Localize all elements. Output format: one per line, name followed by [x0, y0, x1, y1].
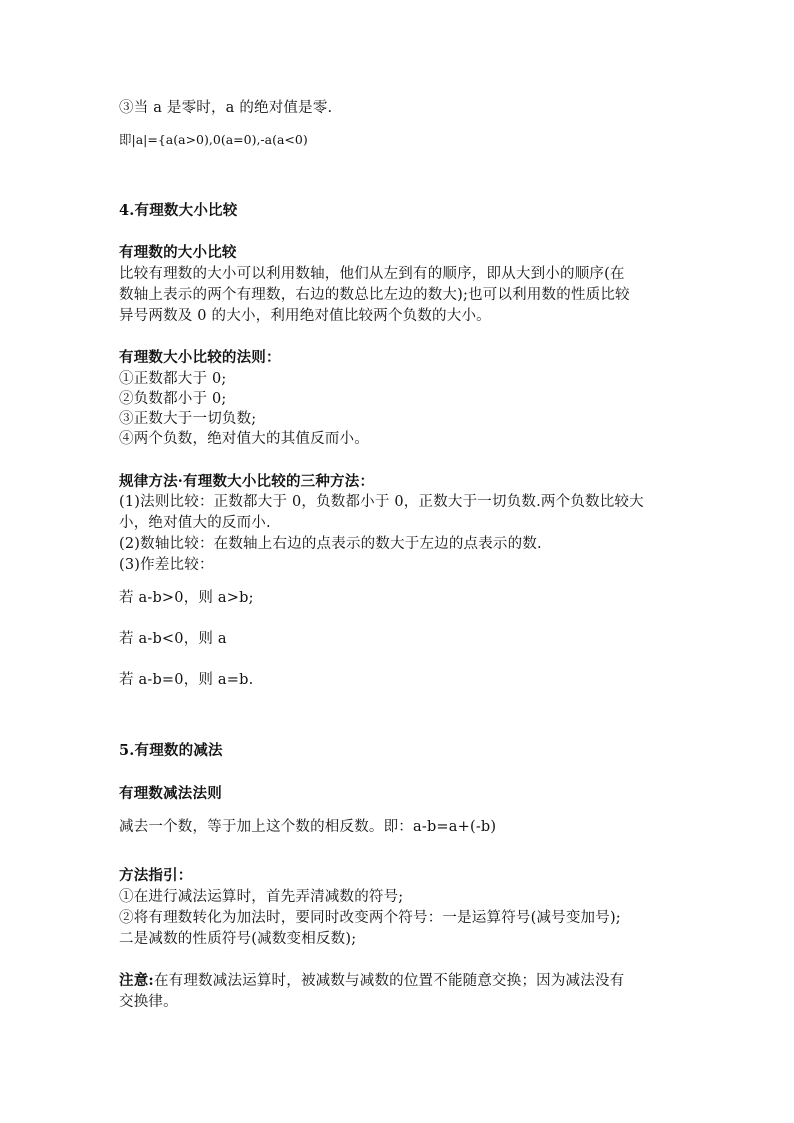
comparison-rule-3: ③正数大于一切负数;: [119, 411, 257, 427]
intro-line-2: 即|a|={a(a>0),0(a=0),-a(a<0): [119, 132, 308, 147]
note-label: 注意:: [119, 972, 154, 989]
size-comparison-line-1: 比较有理数的大小可以利用数轴，他们从左到有的顺序，即从大到小的顺序(在: [119, 266, 625, 282]
size-comparison-line-3: 异号两数及 0 的大小，利用绝对值比较两个负数的大小。: [119, 308, 491, 324]
method-guide-title: 方法指引：: [119, 867, 193, 884]
methods-line-1: (1)法则比较：正数都大于 0，负数都小于 0，正数大于一切负数.两个负数比较大: [119, 494, 644, 510]
subtraction-rule-line: 减去一个数，等于加上这个数的相反数。即：a-b=a+(-b): [119, 819, 497, 835]
difference-case-1: 若 a-b>0，则 a>b;: [119, 590, 254, 606]
methods-title: 规律方法·有理数大小比较的三种方法：: [119, 473, 375, 490]
difference-case-2: 若 a-b<0，则 a: [119, 631, 227, 647]
intro-line-1: ③当 a 是零时，a 的绝对值是零.: [119, 100, 333, 116]
comparison-rule-1: ①正数都大于 0;: [119, 371, 227, 387]
method-guide-line-2: ②将有理数转化为加法时，要同时改变两个符号：一是运算符号(减号变加号);: [119, 910, 621, 926]
note-line-2: 交换律。: [119, 994, 178, 1010]
method-guide-line-1: ①在进行减法运算时，首先弄清减数的符号;: [119, 889, 404, 905]
size-comparison-title: 有理数的大小比较: [119, 244, 237, 261]
note-text: 在有理数减法运算时，被减数与减数的位置不能随意交换；因为减法没有: [153, 973, 625, 989]
size-comparison-line-2: 数轴上表示的两个有理数，右边的数总比左边的数大);也可以利用数的性质比较: [119, 287, 630, 303]
comparison-rule-2: ②负数都小于 0;: [119, 391, 227, 407]
methods-line-4: (3)作差比较：: [119, 557, 214, 573]
section-4-heading: 4.有理数大小比较: [119, 202, 238, 219]
methods-line-2: 小，绝对值大的反而小.: [119, 515, 271, 531]
comparison-rule-4: ④两个负数，绝对值大的其值反而小。: [119, 431, 369, 447]
comparison-rules-title: 有理数大小比较的法则：: [119, 349, 281, 366]
method-guide-line-3: 二是减数的性质符号(减数变相反数);: [119, 931, 357, 947]
subtraction-rule-title: 有理数减法法则: [119, 785, 222, 802]
note-line-1: [119, 971, 624, 991]
difference-case-3: 若 a-b=0，则 a=b.: [119, 672, 254, 688]
methods-line-3: (2)数轴比较：在数轴上右边的点表示的数大于左边的点表示的数.: [119, 536, 542, 552]
section-5-heading: 5.有理数的减法: [119, 742, 223, 759]
